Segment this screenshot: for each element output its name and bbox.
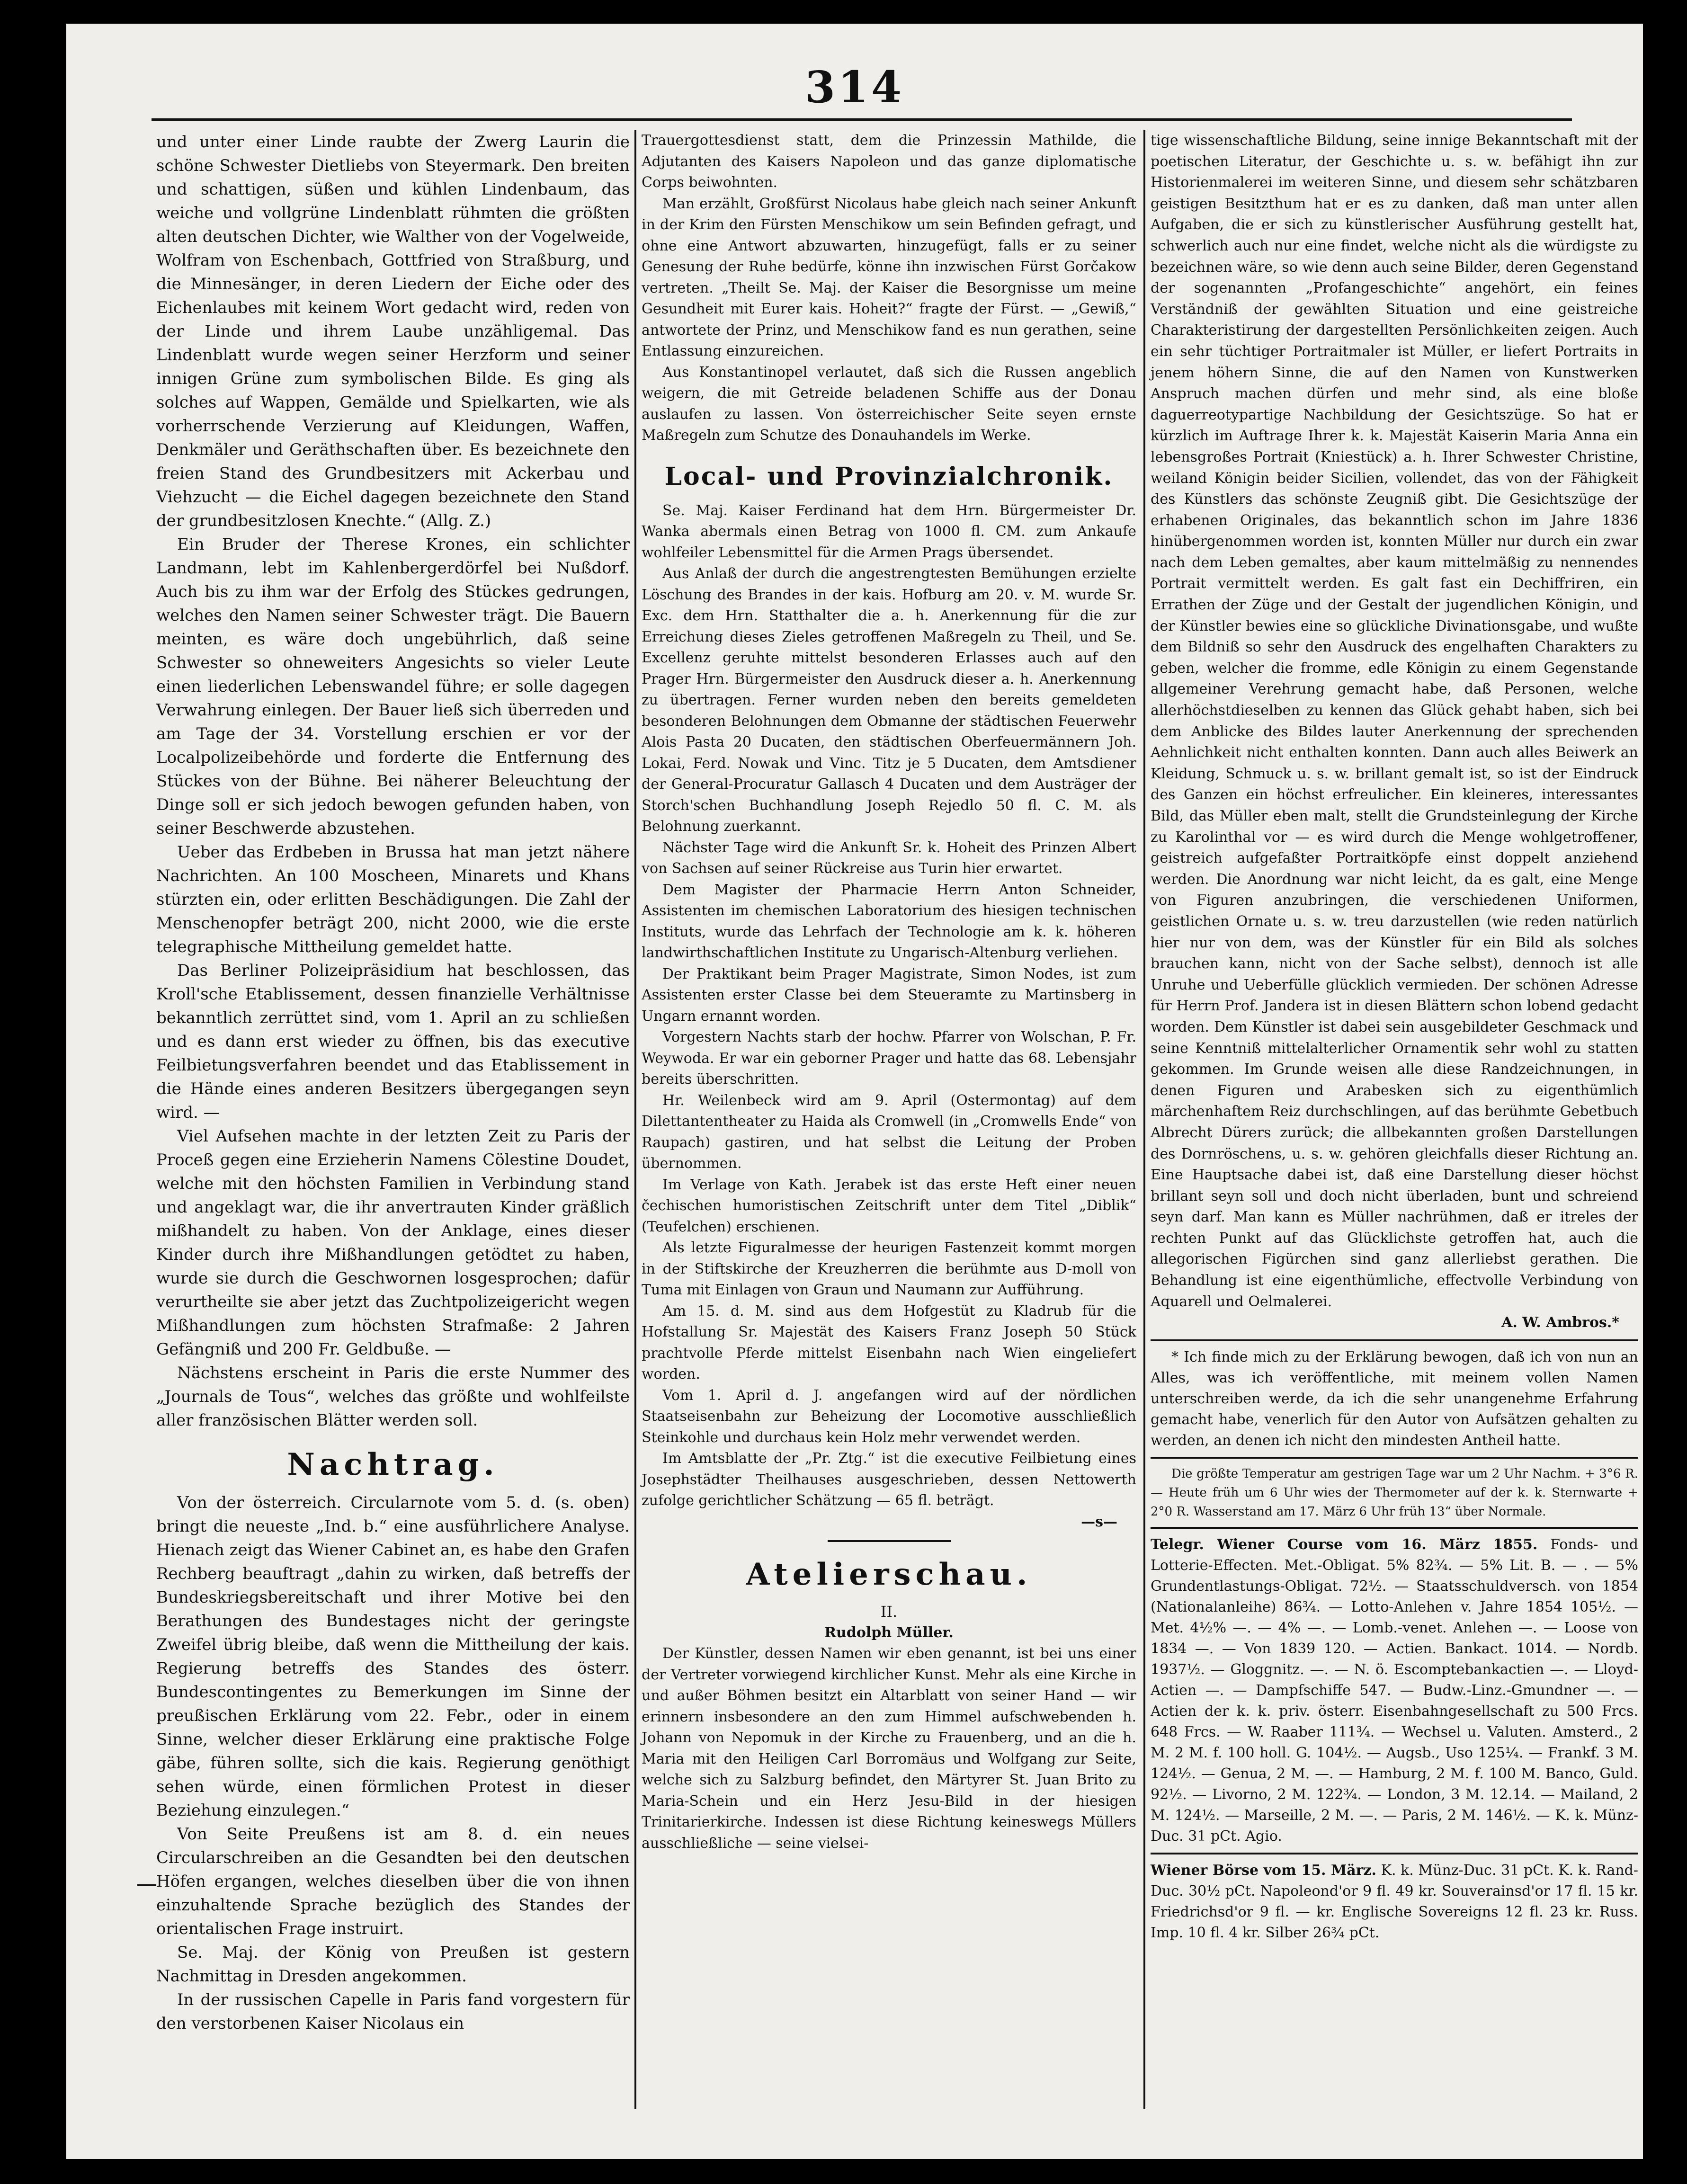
vienna-exchange: [1151, 1860, 1638, 1943]
weather-report: Die größte Temperatur am gestrigen Tage war um 2 Uhr Nachm. + 3°6 R. — Heute früh um 6 Uhr wies der Thermometer auf der k. k. Sternwarte + 2°0 R. Wasserstand am 17. März 6 Uhr früh 13“ über Normale.: [1151, 1466, 1638, 1519]
local-item: Als letzte Figuralmesse der heurigen Fastenzeit kommt morgen in der Stiftskirche der Kreuzherren die berühmte aus D-moll von Tuma mit Einlagen von Graun und Naumann zur Aufführung.: [642, 1239, 1136, 1298]
article-brussa: Ueber das Erdbeben in Brussa hat man jetzt nähere Nachrichten. An 100 Moscheen, Minarets und Khans stürzten ein, oder erlitten Beschädigungen. Die Zahl der Menschenopfer beträgt 200, nicht 2000, wie die erste telegraphische Mittheilung gemeldet hatte.: [156, 843, 630, 956]
course-body: Fonds- und Lotterie-Effecten. Met.-Obligat. 5% 82¾. — 5% Lit. B. — . — 5% Grundentlastungs-Obligat. 72½. — Staatsschuldversch. von 1854 (Nationalanleihe) 86¾. — Lotto-Anlehen v. Jahre 1854 105½. — Met. 4½% —. — 4% —. — Lomb.-venet. Anlehen —. — Loose von 1834 —. — Von 1839 120. — Actien. Bankact. 1014. — Nordb. 1937½. — Gloggnitz. —. — N. ö. Escomptebankactien —. — Lloyd-Actien —. — Dampfschiffe 547. — Budw.-Linz.-Gmundner —. — Actien der k. k. priv. österr. Eisenbahngesellschaft zu 500 Frcs. 648 Frcs. — W. Raaber 111¾. — Wechsel u. Valuten. Amsterd., 2 M. 2 M. f. 100 holl. G. 104½. — Augsb., Uso 125¼. — Frankf. 3 M. 124½. — Genua, 2 M. —. — Hamburg, 2 M. f. 100 M. Banco, Guld. 92½. — Livorno, 2 M. 122¾. — London, 3 M. 12.14. — Mailand, 2 M. 124½. — Marseille, 2 M. —. — Paris, 2 M. 146½. — K. k. Münz-Duc. 31 pCt. Agio.: [1151, 1536, 1638, 1845]
local-item: Dem Magister der Pharmacie Herrn Anton Schneider, Assistenten im chemischen Laboratorium des hiesigen technischen Instituts, wurde das Lehrfach der Technologie am k. k. höheren landwirthschaftlichen Institute zu Ungarisch-Altenburg verliehen.: [642, 881, 1136, 961]
column-1: [156, 130, 630, 2109]
local-item: Im Verlage von Kath. Jerabek ist das erste Heft einer neuen čechischen humoristischen Zeitschrift unter dem Titel „Diblik“ (Teufelchen) erschienen.: [642, 1176, 1136, 1235]
atelier-heading: Atelierschau.: [746, 1557, 1032, 1592]
page-number: 314: [804, 62, 905, 113]
article-kroll: Das Berliner Polizeipräsidium hat beschlossen, das Kroll'sche Etablissement, dessen finanzielle Verhältnisse bekanntlich zerrüttet sind, vom 1. April an zu schließen und es dann erst wieder zu öffnen, bis das executive Feilbietungsverfahren beendet und das Etablissement in die Hände eines anderen Besitzers übergegangen seyn wird. —: [156, 961, 630, 1122]
atelier-signature: A. W. Ambros.*: [1501, 1314, 1619, 1331]
article-menschikow: Man erzählt, Großfürst Nicolaus habe gleich nach seiner Ankunft in der Krim den Fürsten Menschikow um sein Befinden gefragt, und ohne eine Antwort abzuwarten, hinzugefügt, falls er zu seiner Genesung der Ruhe bedürfe, könne ihn inzwischen Fürst Gorčakow vertreten. „Theilt Se. Maj. der Kaiser die Besorgnisse um meine Gesundheit mit Eurer kais. Hoheit?“ fragte der Fürst. — „Gewiß,“ antwortete der Prinz, und Menschikow fand es nun gerathen, seine Entlassung einzureichen.: [642, 195, 1136, 359]
exchange-course: [1151, 1534, 1638, 1847]
local-item: Der Praktikant beim Prager Magistrate, Simon Nodes, ist zum Assistenten erster Classe bei dem Steueramte zu Martinsberg in Ungarn ernannt worden.: [642, 965, 1136, 1025]
weather-rule: [1151, 1457, 1638, 1459]
column-divider-1: [634, 130, 636, 2109]
nachtrag-heading: Nachtrag.: [287, 1447, 499, 1482]
local-item: Vorgestern Nachts starb der hochw. Pfarrer von Wolschan, P. Fr. Weywoda. Er war ein geborner Prager und hatte das 68. Lebensjahr bereits überschritten.: [642, 1029, 1136, 1088]
local-item: Aus Anlaß der durch die angestrengtesten Bemühungen erzielte Löschung des Brandes in der kais. Hofburg am 20. v. M. wurde Sr. Exc. dem Hrn. Statthalter die a. h. Anerkennung für die zur Erreichung dieses Zieles getroffenen Maßregeln zu Theil, und Se. Excellenz geruhte mittelst besonderen Erlasses auch auf den Prager Hrn. Bürgermeister den Ausdruck dieser a. h. Anerkennung zu übertragen. Ferner wurden neben den bereits gemeldeten besonderen Belohnungen dem Obmanne der städtischen Feuerwehr Alois Pasta 20 Ducaten, den städtischen Oberfeuermännern Joh. Lokai, Ferd. Nowak und Vinc. Titz je 5 Ducaten, dem Amtsdiener der General-Procuratur Gallasch 4 Ducaten und dem Austräger der Storch'schen Buchhandlung Joseph Rejedlo 50 fl. C. M. als Belohnung zuerkannt.: [642, 565, 1136, 835]
local-item: Se. Maj. Kaiser Ferdinand hat dem Hrn. Bürgermeister Dr. Wanka abermals einen Betrag von 1000 fl. CM. zum Ankaufe wohlfeiler Lebensmittel für die Armen Prags übersendet.: [642, 502, 1136, 561]
local-item: Hr. Weilenbeck wird am 9. April (Ostermontag) auf dem Dilettantentheater zu Haida als Cromwell (in „Cromwells Ende“ von Raupach) gastiren, und hat selbst die Leitung der Proben übernommen.: [642, 1092, 1136, 1172]
nachtrag-paris: In der russischen Capelle in Paris fand vorgestern für den verstorbenen Kaiser Nicolaus ein: [156, 1990, 630, 2033]
local-item: Im Amtsblatte der „Pr. Ztg.“ ist die executive Feilbietung eines Josephstädter Theilhauses ausgeschrieben, dessen Nettowerth zufolge gerichtlicher Schätzung — 65 fl. beträgt.: [642, 1450, 1136, 1509]
article-linden: und unter einer Linde raubte der Zwerg Laurin die schöne Schwester Dietliebs von Steyermark. Den breiten und schattigen, süßen und kühlen Lindenbaum, das weiche und vollgrüne Lindenblatt rühmten die größten alten deutschen Dichter, wie Walther von der Vogelweide, Wolfram von Eschenbach, Gottfried von Straßburg, und die Minnesänger, in deren Liedern der Eiche oder des Eichenlaubes mit keinem Wort gedacht wird, reden von der Linde und ihrem Laube unzähligemal. Das Lindenblatt wurde wegen seiner Herzform und seiner innigen Grüne zum symbolischen Bilde. Es ging als solches auf Wappen, Gemälde und Spielkarten, wie als vorherrschende Verzierung auf Kleidungen, Waffen, Denkmäler und Geräthschaften über. Es bezeichnete den freien Stand des Grundbesitzers mit Ackerbau und Viehzucht — die Eichel dagegen bezeichnete den Stand der grundbesitzlosen Knechte.“ (Allg. Z.): [156, 133, 630, 530]
column-divider-2: [1143, 130, 1145, 2109]
local-item: Am 15. d. M. sind aus dem Hofgestüt zu Kladrub für die Hofstallung Sr. Majestät des Kaisers Franz Joseph 50 Stück prachtvolle Pferde mittelst Eisenbahn nach Wien eingeliefert worden.: [642, 1302, 1136, 1382]
footnote-rule: [1151, 1339, 1638, 1341]
local-item: Nächster Tage wird die Ankunft Sr. k. Hoheit des Prinzen Albert von Sachsen auf seiner Rückreise aus Turin hier erwartet.: [642, 839, 1136, 877]
newspaper-page: [66, 24, 1643, 2159]
article-krones: Ein Bruder der Therese Krones, ein schlichter Landmann, lebt im Kahlenbergerdörfel bei Nußdorf. Auch bis zu ihm war der Erfolg des Stückes gedrungen, welches den Namen seiner Schwester trägt. Die Bauern meinten, es wäre doch ungebührlich, daß seine Schwester so ohneweiters Angesichts so vieler Leute einen liederlichen Lebenswandel führe; er solle dagegen Verwahrung einlegen. Der Bauer ließ sich überreden und am Tage der 34. Vorstellung erschien er vor der Localpolizeibehörde und forderte die Entfernung des Stückes von der Bühne. Bei näherer Beleuchtung der Dinge soll er sich jedoch bewogen gefunden haben, von seiner Beschwerde abzustehen.: [156, 535, 630, 838]
margin-dash: [137, 1884, 156, 1886]
article-journal: Nächstens erscheint in Paris die erste Nummer des „Journals de Tous“, welches das größte und wohlfeilste aller französischen Blätter werden soll.: [156, 1364, 630, 1430]
atelier-text: Der Künstler, dessen Namen wir eben genannt, ist bei uns einer der Vertreter vorwiegend kirchlicher Kunst. Mehr als eine Kirche in und außer Böhmen besitzt ein Altarblatt von seiner Hand — wir erinnern insbesondere an den zum Himmel aufschwebenden h. Johann von Nepomuk in der Kirche zu Frauenberg, und an die h. Maria mit den Heiligen Carl Borromäus und Wolfgang zur Seite, welche sich zu Salzburg befindet, den Märtyrer St. Juan Brito zu Maria-Schein und ein Herz Jesu-Bild in der hiesigen Trinitarierkirche. Indessen ist diese Richtung keineswegs Müllers ausschließliche — seine vielsei-: [642, 1645, 1136, 1852]
atelier-subject: Rudolph Müller.: [824, 1624, 954, 1641]
local-chronicle-heading: Local- und Provinzialchronik.: [664, 462, 1114, 491]
course-rule: [1151, 1527, 1638, 1529]
atelier-text-continued: tige wissenschaftliche Bildung, seine innige Bekanntschaft mit der poetischen Literatur, der Geschichte u. s. w. befähigt ihn zur Historienmalerei im weiteren Sinne, und diesem sehr schätzbaren geistigen Besitzthum hat er es zu danken, daß man unter allen Aufgaben, die er sich zu künstlerischer Ausführung gestellt hat, schwerlich auch nur eine findet, welche nicht als die würdigste zu bezeichnen wäre, so wie denn auch seine Bilder, deren Gegenstand der sogenannten „Profangeschichte“ angehört, ein feines Verständniß der gewählten Situation und eine geistreiche Charakteristirung der dargestellten Persönlichkeiten zeigen. Auch ein sehr tüchtiger Portraitmaler ist Müller, er liefert Portraits in jenem höhern Sinne, die auf den Namen von Kunstwerken Anspruch machen dürfen und mehr sind, als eine bloße daguerreotypartige Nachbildung der Gesichtszüge. So hat er kürzlich im Auftrage Ihrer k. k. Majestät Kaiserin Maria Anna ein lebensgroßes Portrait (Kniestück) a. h. Ihrer Schwester Christine, weiland Königin beider Sicilien, vollendet, das von der Fähigkeit des Künstlers das schönste Zeugniß gibt. Die Gesichtszüge der erhabenen Originales, das bekanntlich schon im Jahre 1836 hinübergenommen worden ist, konnten Müller nur durch ein zwar nach dem Leben gemaltes, aber kaum mittelmäßig zu nennendes Portrait vermittelt werden. Es galt fast ein Dechiffriren, ein Errathen der Züge und der Gestalt der jugendlichen Königin, und der Künstler bewies eine so glückliche Divinationsgabe, und wußte dem Bildniß so sehr den Ausdruck des engelhaften Charakters zu geben, welcher die fromme, edle Königin zu einem Gegenstande allgemeiner Verehrung gemacht habe, daß Personen, welche allerhöchstdieselben zu kennen das Glück gehabt haben, sich bei dem Anblicke des Bildes lauter Anerkennung der sprechenden Aehnlichkeit nicht enthalten konnten. Dann auch alles Beiwerk an Kleidung, Schmuck u. s. w. brillant gemalt ist, so ist der Eindruck des Ganzen ein höchst erfreulicher. Ein kleineres, interessantes Bild, das Müller eben malt, stellt die Grundsteinlegung der Kirche zu Karolinthal vor — es wird durch die Menge wohlgetroffener, geistreich aufgefaßter Portraitköpfe einst doppelt anziehend werden. Die Anordnung war nicht leicht, da es galt, eine Menge von Figuren anzubringen, die verschiedenen Uniformen, geistlichen Ornate u. s. w. treu darzustellen (wie reden natürlich hier nur von dem, was der Künstler für ein Bild als solches brauchen kann, nicht von der Sache selbst), dennoch ist alle Unruhe und Ueberfülle glücklich vermieden. Der schönen Adresse für Herrn Prof. Jandera ist in diesen Blättern schon lobend gedacht worden. Dem Künstler ist dabei sein ausgebildeter Geschmack und seine Kenntniß mittelalterlicher Ornamentik sehr wohl zu statten gekommen. Im Grunde weisen alle diese Randzeichnungen, in denen Figuren und Arabesken sich zu eigenthümlich märchenhaftem Reiz durchschlingen, auf das berühmte Gebetbuch Albrecht Dürers zurück; die allbekannten großen Darstellungen des Dornröschens, u. s. w. gehören gleichfalls dieser Richtung an. Eine Hauptsache dabei ist, daß eine Darstellung dieser höchst brillant seyn soll und doch nicht überladen, bunt und schreiend seyn darf. Man kann es Müller nachrühmen, daß er itreles der rechten Punkt auf das Glücklichste getroffen hat, auch die allegorischen Figürchen sind ganz allerliebst gerathen. Die Behandlung ist eine eigenthümliche, effectvolle Verbindung von Aquarell und Oelmalerei.: [1151, 132, 1638, 1310]
section-separator: [828, 1540, 951, 1542]
column-2: [642, 130, 1136, 2043]
vienna-rule: [1151, 1853, 1638, 1854]
local-item: Vom 1. April d. J. angefangen wird auf der nördlichen Staatseisenbahn zur Beheizung der Locomotive ausschließlich Steinkohle und durchaus kein Holz mehr verwendet werden.: [642, 1387, 1136, 1446]
nachtrag-circular: Von der österreich. Circularnote vom 5. d. (s. oben) bringt die neueste „Ind. b.“ eine ausführlichere Analyse. Hienach zeigt das Wiener Cabinet an, es habe den Grafen Rechberg beauftragt „dahin zu wirken, daß betreffs der Bundeskriegsbereitschaft und ihrer Motive bei den Berathungen des Bundestages nicht der geringste Zweifel übrig bleibe, daß wenn die Mittheilung der kais. Regierung betreffs des Standes des österr. Bundescontingentes zu Bemerkungen im Sinne der preußischen Erklärung vom 22. Febr., oder in einem Sinne, welcher dieser Erklärung eine praktische Folge gäbe, führen sollte, sich die kais. Regierung genöthigt sehen würde, einen förmlichen Protest in dieser Beziehung einzulegen.“: [156, 1493, 630, 1820]
article-konstantinopel: Aus Konstantinopel verlautet, daß sich die Russen angeblich weigern, die mit Getreide beladenen Schiffe aus der Donau auslaufen zu lassen. Von österreichischer Seite seyen ernste Maßregeln zum Schutze des Donauhandels im Werke.: [642, 364, 1136, 444]
top-rule: [152, 118, 1572, 121]
local-signature: —s—: [1081, 1513, 1117, 1530]
atelier-number: II.: [880, 1603, 898, 1621]
vienna-title: Wiener Börse vom 15. März.: [1151, 1862, 1376, 1879]
footnote: * Ich finde mich zu der Erklärung bewogen, daß ich von nun an Alles, was ich veröffentliche, mit meinem vollen Namen unterschreiben werde, da ich die sehr unangenehme Erfahrung gemacht habe, venerlich für den Autor von Aufsätzen gehalten zu werden, an denen ich nicht den mindesten Antheil hatte.: [1151, 1348, 1638, 1449]
nachtrag-king: Se. Maj. der König von Preußen ist gestern Nachmittag in Dresden angekommen.: [156, 1943, 630, 1986]
course-title: Telegr. Wiener Course vom 16. März 1855.: [1151, 1536, 1538, 1553]
vienna-body: K. k. Münz-Duc. 31 pCt. K. k. Rand-Duc. 30½ pCt. Napoleond'or 9 fl. 49 kr. Souverainsd'or 17 fl. 15 kr. Friedrichsd'or 9 fl. — kr. Englische Sovereigns 12 fl. 23 kr. Russ. Imp. 10 fl. 4 kr. Silber 26¾ pCt.: [1151, 1862, 1638, 1941]
nachtrag-prussia: Von Seite Preußens ist am 8. d. ein neues Circularschreiben an die Gesandten bei den deutschen Höfen ergangen, welches dieselben über die von ihnen einzuhaltende Sprache bezüglich des Standes der orientalischen Frage instruirt.: [156, 1825, 630, 1938]
article-mathilde: Trauergottesdienst statt, dem die Prinzessin Mathilde, die Adjutanten des Kaisers Napoleon und das ganze diplomatische Corps beiwohnten.: [642, 132, 1136, 191]
column-3: [1151, 130, 1638, 1941]
article-doudet: Viel Aufsehen machte in der letzten Zeit zu Paris der Proceß gegen eine Erzieherin Namens Cölestine Doudet, welche mit den höchsten Familien in Verbindung stand und angeklagt war, die ihr anvertrauten Kinder gräßlich mißhandelt zu haben. Von der Anklage, eines dieser Kinder durch ihre Mißhandlungen getödtet zu haben, wurde sie durch die Geschwornen losgesprochen; dafür verurtheilte sie aber jetzt das Zuchtpolizeigericht wegen Mißhandlungen zum höchsten Strafmaße: 2 Jahren Gefängniß und 200 Fr. Geldbuße. —: [156, 1127, 630, 1359]
